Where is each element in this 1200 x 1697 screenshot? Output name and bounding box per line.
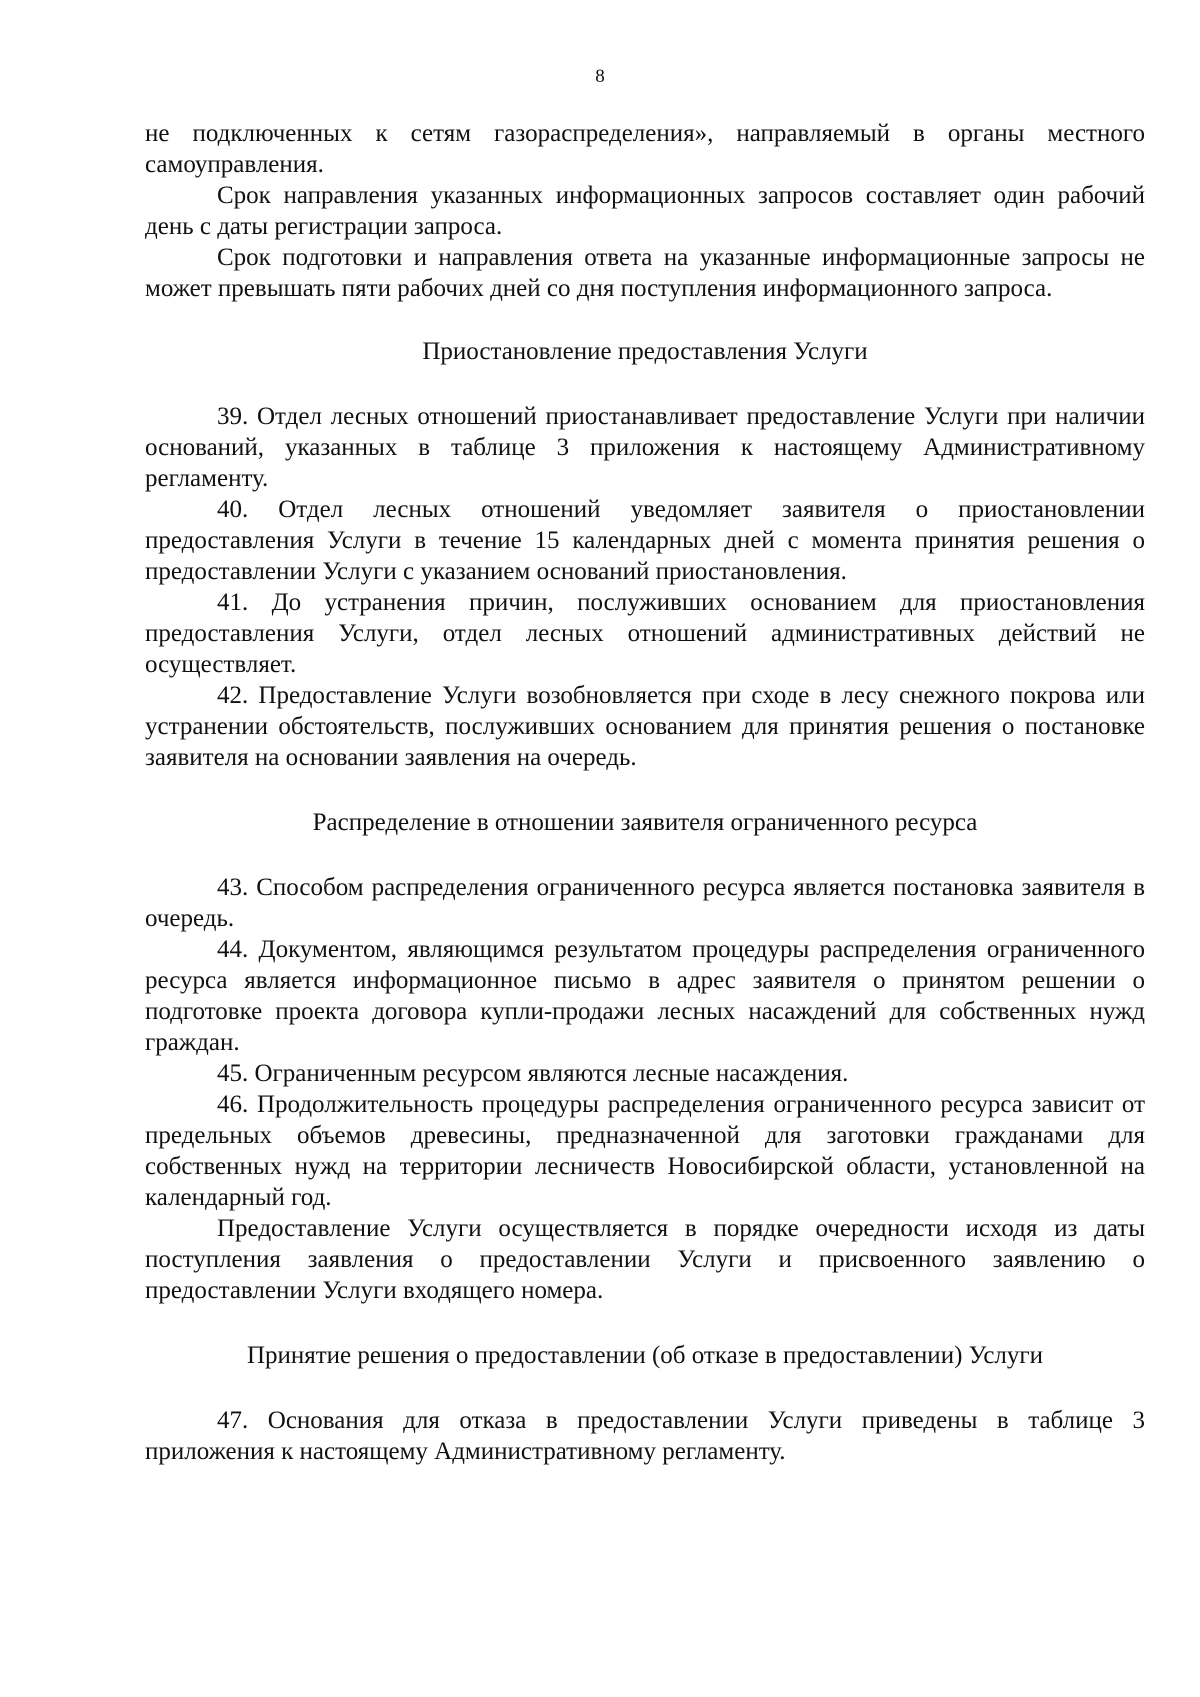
section-heading-decision: Принятие решения о предоставлении (об отказе в предоставлении) Услуги <box>246 1342 1044 1369</box>
document-body <box>145 118 1145 1467</box>
paragraph-40: 40. Отдел лесных отношений уведомляет заявителя о приостановлении предоставления Услуги в течение 15 календарных дней с момента принятия решения о предоставлении Услуги с указанием оснований приостановления. <box>145 496 1145 585</box>
paragraph-queue-order: Предоставление Услуги осуществляется в порядке очередности исходя из даты поступления заявления о предоставлении Услуги и присвоенного заявлению о предоставлении Услуги входящего номера. <box>145 1215 1145 1304</box>
paragraph-47: 47. Основания для отказа в предоставлении Услуги приведены в таблице 3 приложения к настоящему Административному регламенту. <box>145 1407 1145 1465</box>
page-number: 8 <box>595 66 605 87</box>
section-heading-suspension: Приостановление предоставления Услуги <box>422 338 868 365</box>
paragraph-46: 46. Продолжительность процедуры распределения ограниченного ресурса зависит от предельных объемов древесины, предназначенной для заготовки гражданами для собственных нужд на территории лесничеств Новосибирской области, установленной на календарный год. <box>145 1091 1145 1211</box>
paragraph-45: 45. Ограниченным ресурсом являются лесные насаждения. <box>217 1060 849 1087</box>
section-heading-resource-distribution: Распределение в отношении заявителя ограниченного ресурса <box>312 809 978 836</box>
paragraph-43: 43. Способом распределения ограниченного ресурса является постановка заявителя в очередь. <box>145 874 1145 932</box>
paragraph-39: 39. Отдел лесных отношений приостанавливает предоставление Услуги при наличии оснований, указанных в таблице 3 приложения к настоящему Административному регламенту. <box>145 403 1145 492</box>
paragraph-42: 42. Предоставление Услуги возобновляется при сходе в лесу снежного покрова или устранении обстоятельств, послуживших основанием для принятия решения о постановке заявителя на основании заявления на очередь. <box>145 682 1145 771</box>
paragraph-41: 41. До устранения причин, послуживших основанием для приостановления предоставления Услуги, отдел лесных отношений административных действий не осуществляет. <box>145 589 1145 678</box>
paragraph-44: 44. Документом, являющимся результатом процедуры распределения ограниченного ресурса является информационное письмо в адрес заявителя о принятом решении о подготовке проекта договора купли-продажи лесных насаждений для собственных нужд граждан. <box>145 936 1145 1056</box>
paragraph-request-deadline: Срок направления указанных информационных запросов составляет один рабочий день с даты регистрации запроса. <box>145 182 1145 240</box>
paragraph-response-deadline: Срок подготовки и направления ответа на указанные информационные запросы не может превышать пяти рабочих дней со дня поступления информационного запроса. <box>145 244 1145 302</box>
paragraph-continuation: не подключенных к сетям газораспределения», направляемый в органы местного самоуправления. <box>145 120 1145 178</box>
